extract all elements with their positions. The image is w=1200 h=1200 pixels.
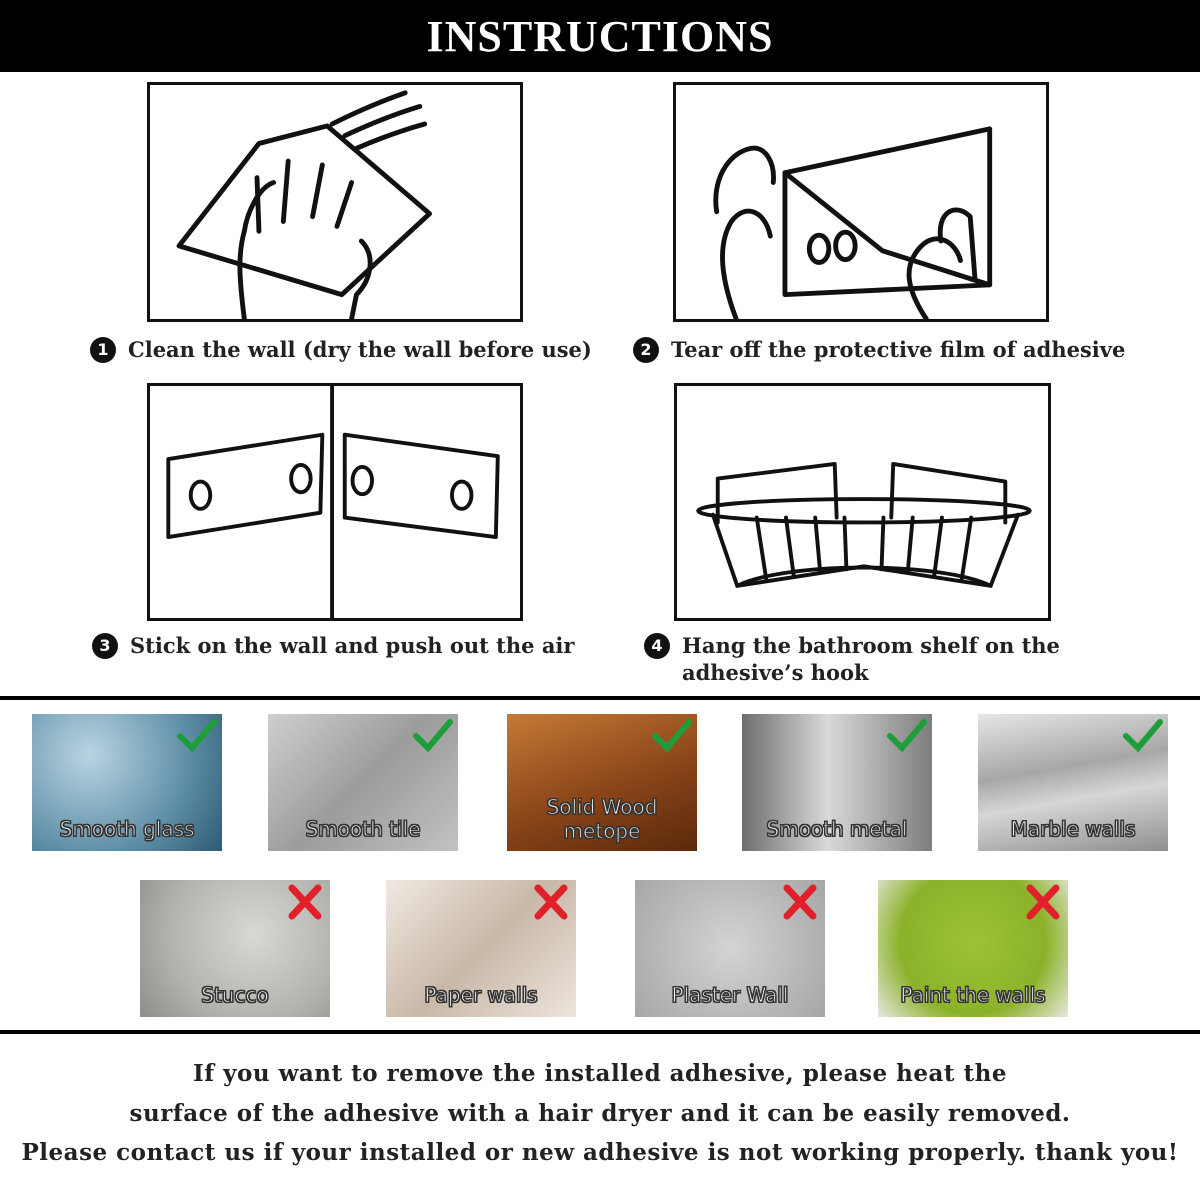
peel-film-icon: [676, 85, 1046, 319]
divider: [0, 1030, 1200, 1034]
surface-tile-painted-walls: [878, 880, 1068, 1017]
surface-label: Stucco: [201, 983, 269, 1007]
step-text: Hang the bathroom shelf on the adhesive’s hook: [682, 633, 1060, 685]
surface-label: Solid Wood metope: [546, 795, 658, 843]
surface-tile-plaster-wall: [635, 880, 825, 1017]
surface-tile-smooth-metal: [742, 714, 932, 851]
contact-note: Please contact us if your installed or new adhesive is not working properly. thank you!: [21, 1139, 1179, 1166]
step-number-badge: 4: [644, 633, 670, 659]
step-2-illustration: [673, 82, 1049, 322]
check-icon: [886, 716, 928, 756]
check-icon: [1122, 716, 1164, 756]
step-2-caption: [633, 336, 1151, 363]
corner-shelf-icon: [677, 386, 1048, 618]
check-icon: [412, 716, 454, 756]
step-text: Tear off the protective film of adhesive: [671, 337, 1126, 362]
step-text: Stick on the wall and push out the air: [130, 633, 575, 658]
surface-label: Smooth metal: [766, 817, 908, 841]
cross-icon: [779, 882, 821, 922]
step-4-caption: [644, 632, 1072, 686]
surface-tile-smooth-glass: [32, 714, 222, 851]
page-title: INSTRUCTIONS: [426, 11, 774, 61]
surface-label: Paper walls: [424, 983, 538, 1007]
removal-note-line-1: If you want to remove the installed adhesive, please heat the: [192, 1060, 1008, 1087]
surface-label: Smooth glass: [59, 817, 195, 841]
step-number-badge: 3: [92, 633, 118, 659]
surface-tile-marble: [978, 714, 1168, 851]
surface-tile-solid-wood: [507, 714, 697, 851]
cross-icon: [530, 882, 572, 922]
step-3-caption: [92, 632, 610, 659]
surface-tile-paper-walls: [386, 880, 576, 1017]
wipe-hand-icon: [150, 85, 520, 319]
divider: [0, 696, 1200, 700]
surface-label: Smooth tile: [305, 817, 421, 841]
step-number-badge: 2: [633, 337, 659, 363]
surface-label: Marble walls: [1010, 817, 1136, 841]
surface-label: Paint the walls: [900, 983, 1046, 1007]
surface-label: Plaster Wall: [671, 983, 789, 1007]
header-bar: [0, 0, 1200, 72]
cross-icon: [1022, 882, 1064, 922]
check-icon: [651, 716, 693, 756]
surface-tile-smooth-tile: [268, 714, 458, 851]
step-1-illustration: [147, 82, 523, 322]
step-number-badge: 1: [90, 337, 116, 363]
step-3-illustration: [147, 383, 523, 621]
step-text: Clean the wall (dry the wall before use): [128, 337, 592, 362]
removal-note-line-2: surface of the adhesive with a hair dryer and it can be easily removed.: [129, 1100, 1071, 1127]
stick-adhesive-icon: [150, 386, 520, 618]
cross-icon: [284, 882, 326, 922]
surface-tile-stucco: [140, 880, 330, 1017]
step-4-illustration: [674, 383, 1051, 621]
check-icon: [176, 716, 218, 756]
step-1-caption: [90, 336, 608, 363]
